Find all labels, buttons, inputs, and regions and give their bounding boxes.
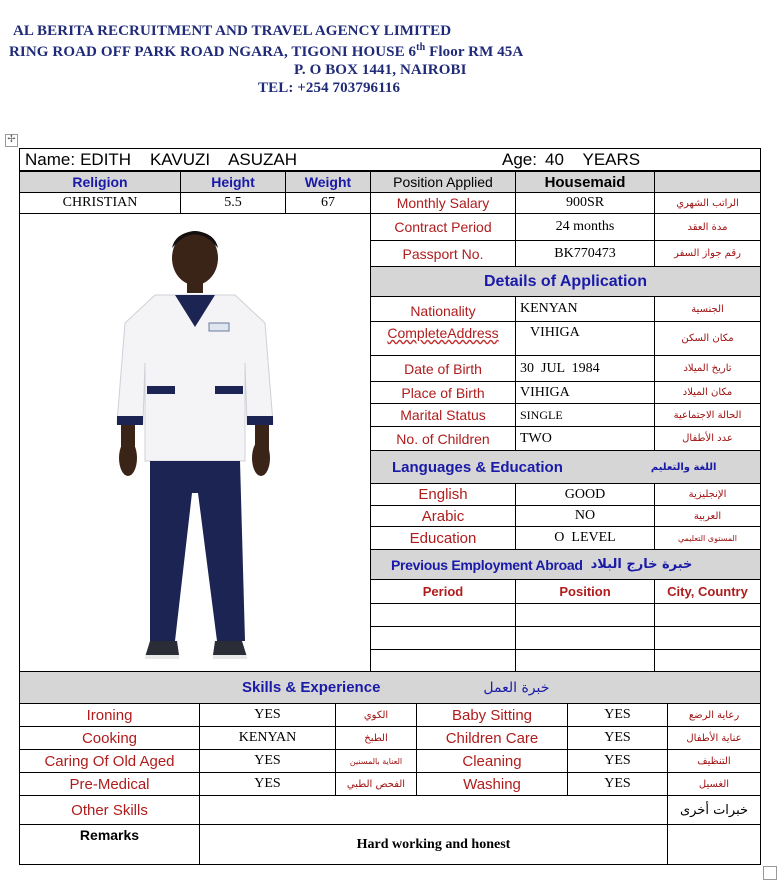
- languages-title-row: [370, 450, 761, 484]
- other-skills-label: Other Skills: [19, 795, 200, 825]
- prev-employment-arabic: خبرة خارج البلاد: [590, 557, 693, 572]
- nationality-arabic: الجنسية: [654, 296, 761, 322]
- name-label: Name:: [25, 149, 76, 169]
- prev-period-header: Period: [370, 579, 516, 604]
- address-label: CompleteAddress: [370, 321, 516, 356]
- nationality-value: KENYAN: [515, 296, 655, 322]
- marital-value: SINGLE: [515, 403, 655, 427]
- skill-cleaning-label: Cleaning: [416, 749, 568, 773]
- name-row: [19, 148, 761, 171]
- contract-period-value: 24 months: [515, 213, 655, 241]
- skill-premedical-arabic: الفحص الطبي: [335, 772, 417, 796]
- prev-row-3-period: [370, 649, 516, 672]
- height-value: 5.5: [180, 192, 286, 214]
- prev-city-header: City, Country: [654, 579, 761, 604]
- prev-row-2-city: [654, 626, 761, 650]
- religion-value: CHRISTIAN: [19, 192, 181, 214]
- candidate-age: 40 YEARS: [545, 149, 641, 169]
- agency-tel: TEL: +254 703796116: [258, 80, 401, 96]
- skill-premedical-label: Pre-Medical: [19, 772, 200, 796]
- skill-childrencare-label: Children Care: [416, 726, 568, 750]
- candidate-photo: [95, 223, 295, 663]
- dob-value: 30 JUL 1984: [515, 355, 655, 382]
- skill-oldaged-label: Caring Of Old Aged: [19, 749, 200, 773]
- photo-cell: [19, 213, 371, 672]
- salary-arabic: الراتب الشهري: [654, 192, 761, 214]
- marital-arabic: الحالة الاجتماعية: [654, 403, 761, 427]
- prev-row-2-period: [370, 626, 516, 650]
- dob-arabic: تاريخ الميلاد: [654, 355, 761, 382]
- pob-label: Place of Birth: [370, 381, 516, 404]
- skill-babysitting-arabic: رعاية الرضع: [667, 703, 761, 727]
- table-move-handle-icon[interactable]: ✢: [5, 134, 18, 147]
- other-skills-value: [199, 795, 668, 825]
- prev-row-2-position: [515, 626, 655, 650]
- prev-row-1-period: [370, 603, 516, 627]
- position-value: Housemaid: [515, 171, 655, 193]
- skills-arabic: خبرة العمل: [483, 679, 550, 696]
- address-prefix: RING ROAD OFF PARK ROAD NGARA, TIGONI HOUSE 6: [9, 44, 417, 60]
- remarks-arabic-cell: [667, 824, 761, 865]
- table-resize-handle-icon[interactable]: [763, 866, 777, 880]
- agency-name: AL BERITA RECRUITMENT AND TRAVEL AGENCY LIMITED: [13, 23, 452, 39]
- details-title: Details of Application: [370, 266, 761, 297]
- prev-row-3-city: [654, 649, 761, 672]
- address-suffix: Floor RM 45A: [425, 44, 524, 60]
- other-skills-arabic: خبرات أخرى: [667, 795, 761, 825]
- skill-oldaged-arabic: العناية بالمسنين: [335, 749, 417, 773]
- prev-employment-title: Previous Employment Abroad: [391, 556, 583, 573]
- english-arabic: الإنجليزية: [654, 483, 761, 506]
- arabic-value: NO: [515, 505, 655, 527]
- prev-employment-title-row: [370, 549, 761, 580]
- skill-childrencare-value: YES: [567, 726, 668, 750]
- candidate-name: EDITH KAVUZI ASUZAH: [80, 149, 298, 169]
- education-arabic: المستوى التعليمي: [654, 526, 761, 550]
- skill-childrencare-arabic: عناية الأطفال: [667, 726, 761, 750]
- skill-babysitting-label: Baby Sitting: [416, 703, 568, 727]
- children-arabic: عدد الأطفال: [654, 426, 761, 451]
- salary-label: Monthly Salary: [370, 192, 516, 214]
- height-header: Height: [180, 171, 286, 193]
- education-value: O LEVEL: [515, 526, 655, 550]
- english-value: GOOD: [515, 483, 655, 506]
- prev-row-1-city: [654, 603, 761, 627]
- children-label: No. of Children: [370, 426, 516, 451]
- agency-address: [9, 42, 523, 61]
- prev-position-header: Position: [515, 579, 655, 604]
- skill-cooking-label: Cooking: [19, 726, 200, 750]
- skills-title: Skills & Experience: [242, 679, 381, 696]
- skill-ironing-value: YES: [199, 703, 336, 727]
- contract-period-label: Contract Period: [370, 213, 516, 241]
- children-value: TWO: [515, 426, 655, 451]
- english-label: English: [370, 483, 516, 506]
- skill-cleaning-arabic: التنظيف: [667, 749, 761, 773]
- skill-premedical-value: YES: [199, 772, 336, 796]
- dob-label: Date of Birth: [370, 355, 516, 382]
- weight-value: 67: [285, 192, 371, 214]
- skill-cooking-arabic: الطبخ: [335, 726, 417, 750]
- education-label: Education: [370, 526, 516, 550]
- address-value: VIHIGA: [515, 321, 655, 356]
- religion-header: Religion: [19, 171, 181, 193]
- position-label: Position Applied: [370, 171, 516, 193]
- address-sup: th: [416, 42, 426, 53]
- weight-header: Weight: [285, 171, 371, 193]
- skill-washing-value: YES: [567, 772, 668, 796]
- skill-cleaning-value: YES: [567, 749, 668, 773]
- skill-ironing-label: Ironing: [19, 703, 200, 727]
- passport-value: BK770473: [515, 240, 655, 267]
- skills-title-row: [19, 671, 761, 704]
- age-label: Age:: [502, 149, 537, 169]
- salary-value: 900SR: [515, 192, 655, 214]
- arabic-label: Arabic: [370, 505, 516, 527]
- languages-title: Languages & Education: [392, 458, 563, 476]
- remarks-label: Remarks: [19, 824, 200, 865]
- nationality-label: Nationality: [370, 296, 516, 322]
- skill-oldaged-value: YES: [199, 749, 336, 773]
- contract-period-arabic: مدة العقد: [654, 213, 761, 241]
- remarks-value: Hard working and honest: [199, 824, 668, 865]
- agency-pobox: P. O BOX 1441, NAIROBI: [294, 62, 467, 78]
- prev-row-3-position: [515, 649, 655, 672]
- arabic-arabic: العربية: [654, 505, 761, 527]
- address-arabic: مكان السكن: [654, 321, 761, 356]
- position-arabic-cell: [654, 171, 761, 193]
- passport-arabic: رقم جواز السفر: [654, 240, 761, 267]
- skill-washing-arabic: الغسيل: [667, 772, 761, 796]
- skill-cooking-value: KENYAN: [199, 726, 336, 750]
- skill-ironing-arabic: الكوي: [335, 703, 417, 727]
- languages-arabic: اللغة والتعليم: [650, 461, 717, 473]
- passport-label: Passport No.: [370, 240, 516, 267]
- skill-washing-label: Washing: [416, 772, 568, 796]
- prev-row-1-position: [515, 603, 655, 627]
- skill-babysitting-value: YES: [567, 703, 668, 727]
- marital-label: Marital Status: [370, 403, 516, 427]
- pob-value: VIHIGA: [515, 381, 655, 404]
- pob-arabic: مكان الميلاد: [654, 381, 761, 404]
